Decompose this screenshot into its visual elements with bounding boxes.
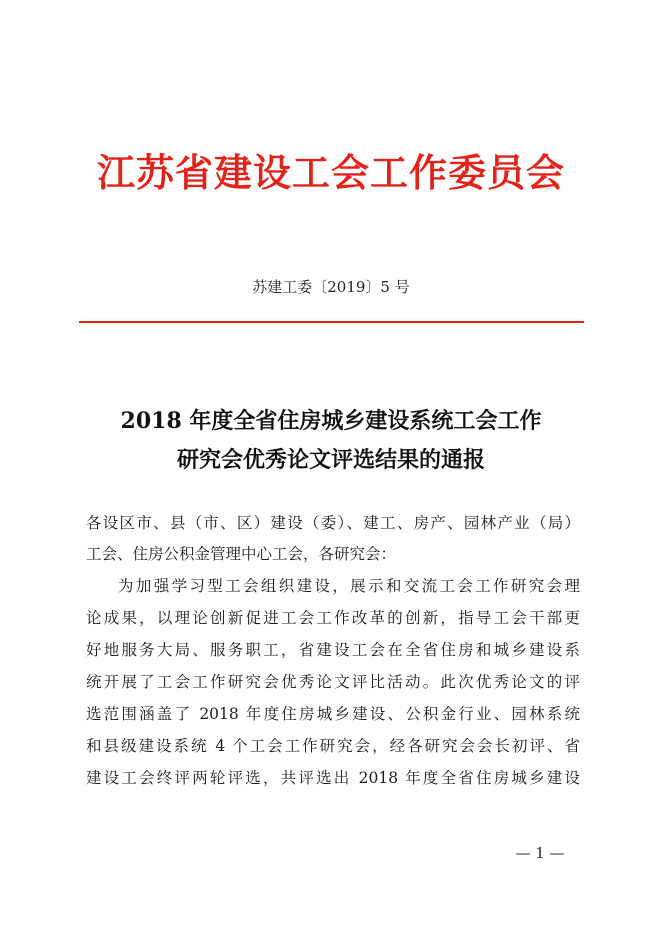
organization-title: 江苏省建设工会工作委员会 (96, 150, 565, 195)
body-line-3: 为加强学习型工会组织建设，展示和交流工会工作研究会理 (118, 577, 580, 595)
body-line-4: 论成果，以理论创新促进工会工作改革的创新，指导工会干部更 (86, 609, 580, 627)
red-divider-line (79, 321, 584, 323)
body-line-8: 和县级建设系统 4 个工会工作研究会，经各研究会会长初评、省 (86, 737, 580, 755)
body-line-2: 工会、住房公积金管理中心工会，各研究会： (86, 545, 397, 563)
body-line-9: 建设工会终评两轮评选，共评选出 2018 年度全省住房城乡建设 (86, 769, 580, 787)
document-title-line-1: 2018 年度全省住房城乡建设系统工会工作 (120, 408, 542, 434)
document-title-line-2: 研究会优秀论文评选结果的通报 (176, 447, 485, 473)
page-number: — 1 — (515, 844, 565, 862)
body-line-7: 选范围涵盖了 2018 年度住房城乡建设、公积金行业、园林系统 (86, 705, 580, 723)
body-line-5: 好地服务大局、服务职工，省建设工会在全省住房和城乡建设系 (86, 641, 580, 659)
document-number: 苏建工委〔2019〕5 号 (252, 278, 410, 296)
body-line-1: 各设区市、县（市、区）建设（委）、建工、房产、园林产业（局） (86, 514, 580, 532)
body-line-6: 统开展了工会工作研究会优秀论文评比活动。此次优秀论文的评 (86, 673, 580, 691)
